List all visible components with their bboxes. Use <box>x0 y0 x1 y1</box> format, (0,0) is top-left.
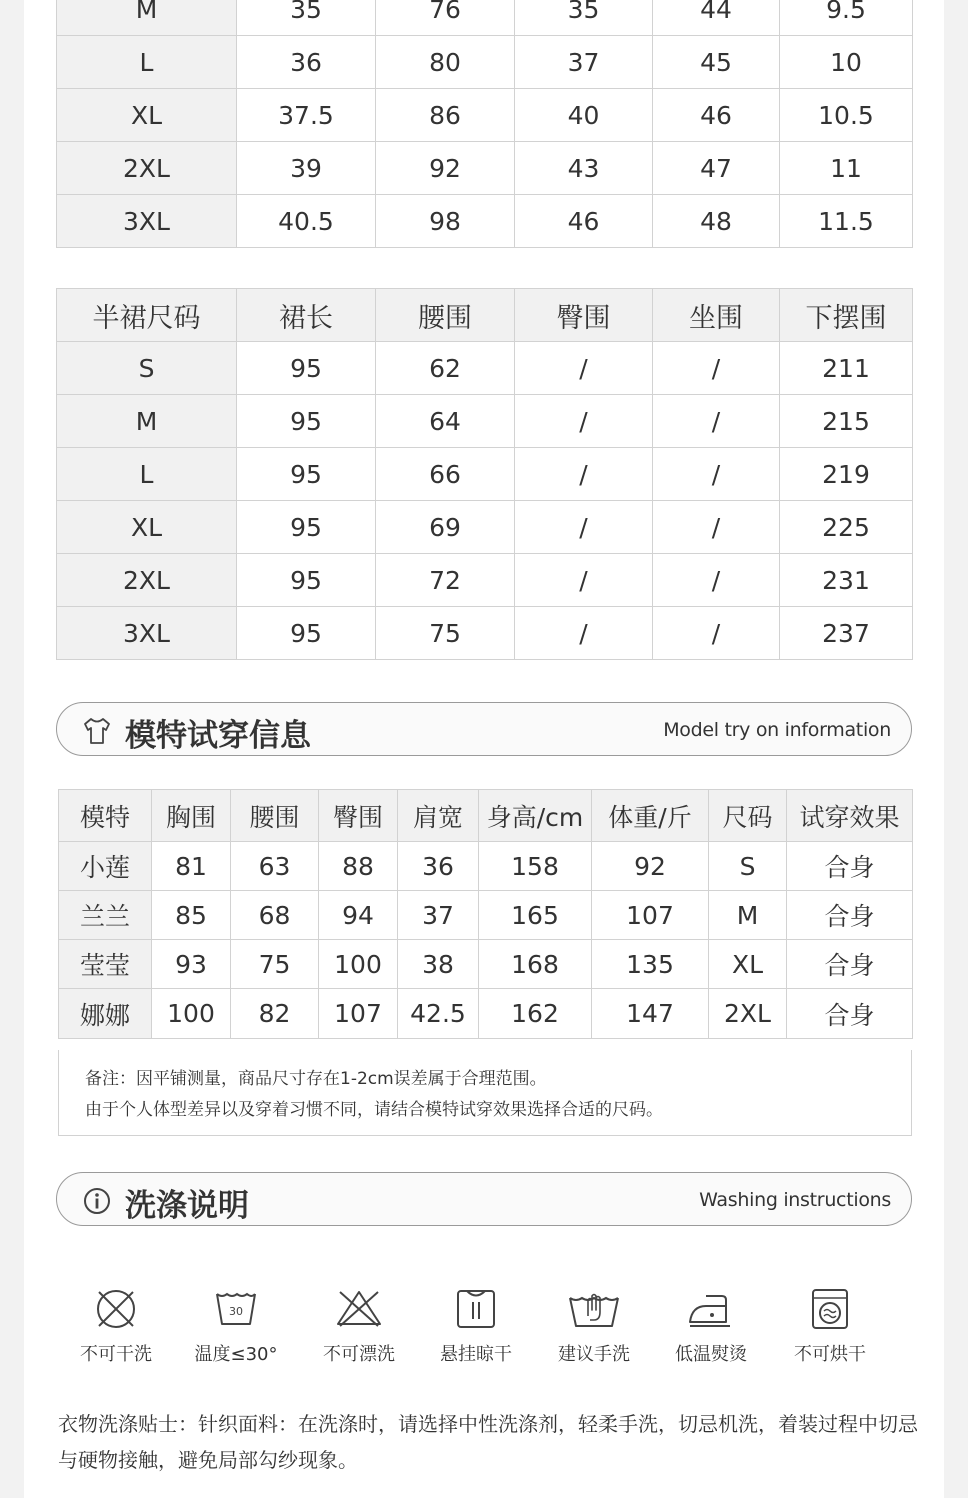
right-page-margin <box>944 0 968 1498</box>
table-row: M 95 64 / / 215 <box>57 395 913 448</box>
top-size-table <box>56 0 913 248</box>
tshirt-icon <box>81 715 113 747</box>
wash-item <box>181 1286 291 1366</box>
hang-dry-icon <box>453 1286 499 1332</box>
table-row: 3XL 40.5 98 46 48 11.5 <box>57 195 913 248</box>
column-header: 体重/斤 <box>592 790 709 842</box>
note-line: 由于个人体型差异以及穿着习惯不同，请结合模特试穿效果选择合适的尺码。 <box>85 1100 663 1120</box>
wash-label: 低温熨烫 <box>675 1344 747 1365</box>
column-header: 尺码 <box>709 790 787 842</box>
table-row: L 95 66 / / 219 <box>57 448 913 501</box>
wash-label: 不可烘干 <box>794 1344 866 1365</box>
low-iron-icon <box>686 1286 736 1332</box>
table-row: XL 37.5 86 40 46 10.5 <box>57 89 913 142</box>
table-row: 莹莹 93 75 100 38 168 135 XL 合身 <box>59 940 913 989</box>
washing-header <box>56 1172 912 1226</box>
column-header: 臀围 <box>319 790 398 842</box>
table-row: 娜娜 100 82 107 42.5 162 147 2XL 合身 <box>59 989 913 1039</box>
column-header: 胸围 <box>152 790 231 842</box>
table-row: 小莲 81 63 88 36 158 92 S 合身 <box>59 842 913 891</box>
no-dry-clean-icon <box>93 1286 139 1332</box>
wash-item <box>304 1286 414 1366</box>
wash-label: 温度≤30° <box>194 1344 278 1365</box>
model-try-on-table <box>58 789 913 1039</box>
column-header: 裙长 <box>237 289 376 342</box>
column-header: 身高/cm <box>479 790 592 842</box>
measurement-notes <box>58 1050 912 1136</box>
table-row: 3XL 95 75 / / 237 <box>57 607 913 660</box>
column-header: 下摆围 <box>780 289 913 342</box>
wash-item <box>539 1286 649 1366</box>
table-row: M 35 76 35 44 9.5 <box>57 0 913 36</box>
hand-wash-icon <box>566 1286 622 1332</box>
column-header: 试穿效果 <box>787 790 913 842</box>
column-header: 半裙尺码 <box>57 289 237 342</box>
wash-item <box>421 1286 531 1366</box>
column-header: 模特 <box>59 790 152 842</box>
model-info-title: 模特试穿信息 <box>125 718 311 754</box>
table-header-row <box>57 289 913 342</box>
no-tumble-dry-icon <box>807 1286 853 1332</box>
wash-temp-text: 30 <box>229 1305 243 1318</box>
note-line: 备注：因平铺测量，商品尺寸存在1-2cm误差属于合理范围。 <box>85 1069 547 1089</box>
column-header: 臀围 <box>515 289 653 342</box>
column-header: 坐围 <box>653 289 780 342</box>
info-icon <box>81 1185 113 1217</box>
column-header: 腰围 <box>376 289 515 342</box>
washing-subtitle: Washing instructions <box>699 1189 891 1211</box>
table-row: L 36 80 37 45 10 <box>57 36 913 89</box>
care-tip: 衣物洗涤贴士：针织面料：在洗涤时，请选择中性洗涤剂，轻柔手洗，切忌机洗，着装过程中切忌与硬物接触，避免局部勾纱现象。 <box>58 1412 918 1472</box>
wash-label: 建议手洗 <box>558 1344 630 1365</box>
wash-30-icon <box>213 1286 259 1332</box>
wash-label: 不可漂洗 <box>323 1344 395 1365</box>
table-row: 2XL 39 92 43 47 11 <box>57 142 913 195</box>
table-row: 2XL 95 72 / / 231 <box>57 554 913 607</box>
model-info-header <box>56 702 912 756</box>
table-row: S 95 62 / / 211 <box>57 342 913 395</box>
wash-item <box>61 1286 171 1366</box>
table-row: XL 95 69 / / 225 <box>57 501 913 554</box>
left-page-margin <box>0 0 24 1498</box>
table-row: 兰兰 85 68 94 37 165 107 M 合身 <box>59 891 913 940</box>
no-bleach-icon <box>334 1286 384 1332</box>
model-info-subtitle: Model try on information <box>663 719 891 741</box>
table-header-row <box>59 790 913 842</box>
washing-title: 洗涤说明 <box>125 1188 249 1224</box>
column-header: 腰围 <box>231 790 319 842</box>
column-header: 肩宽 <box>398 790 479 842</box>
wash-label: 悬挂晾干 <box>440 1344 512 1365</box>
wash-item <box>775 1286 885 1366</box>
wash-item <box>656 1286 766 1366</box>
wash-label: 不可干洗 <box>80 1344 152 1365</box>
skirt-size-table <box>56 288 913 660</box>
